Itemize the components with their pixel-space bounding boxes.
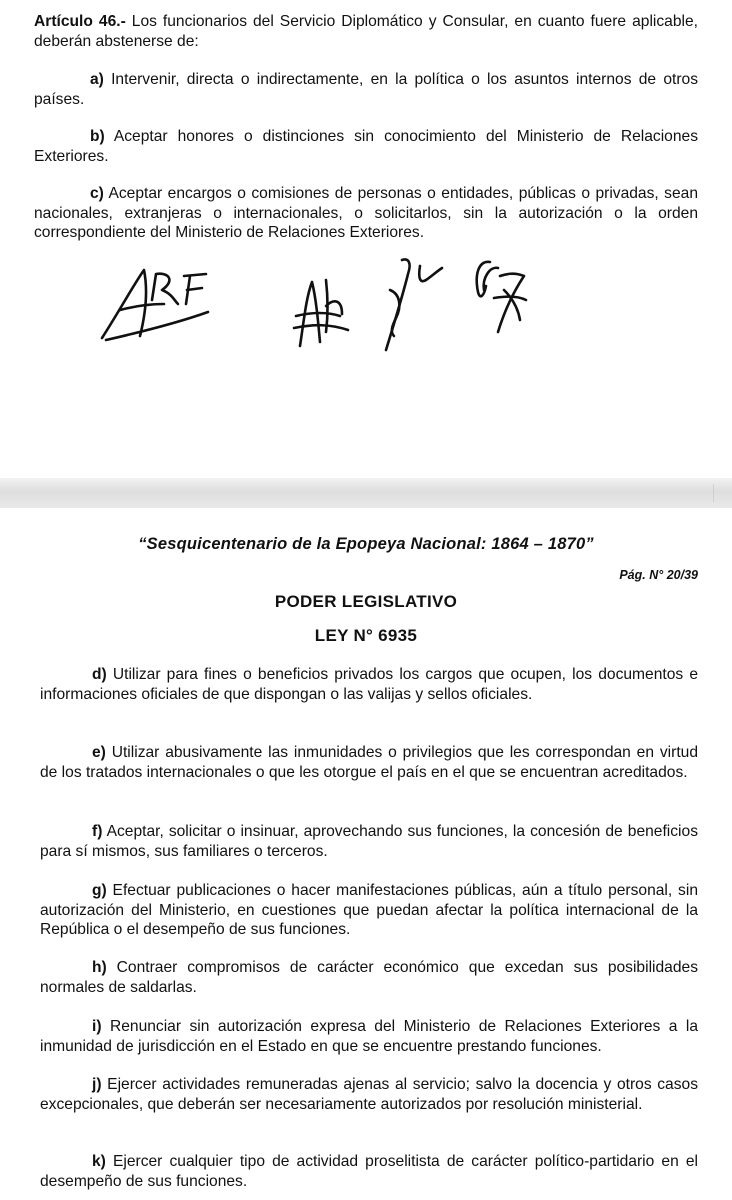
- item-f: [40, 822, 698, 861]
- item-h: [40, 958, 698, 997]
- item-k: [40, 1152, 698, 1191]
- institution-heading: PODER LEGISLATIVO: [274, 592, 458, 611]
- article-label: Artículo 46.-: [34, 13, 126, 30]
- item-letter: d): [92, 666, 107, 683]
- item-letter: f): [92, 823, 103, 840]
- handwritten-signatures: [90, 250, 650, 360]
- item-letter: a): [90, 71, 104, 88]
- item-g: [40, 881, 698, 940]
- item-letter: c): [90, 185, 104, 202]
- item-text: Aceptar encargos o comisiones de personas o entidades, públicas o privadas, sean nacionales, extranjeras o internacionales, o solicitarlos, sin la autorización o la orden correspondiente del Ministerio de Relaciones Exteriores.: [34, 185, 698, 241]
- item-j: [40, 1075, 698, 1114]
- item-i: [40, 1017, 698, 1056]
- item-letter: i): [92, 1018, 102, 1035]
- article-text: Los funcionarios del Servicio Diplomático y Consular, en cuanto fuere aplicable, deberán abstenerse de:: [34, 13, 698, 50]
- item-text: Utilizar para fines o beneficios privados los cargos que ocupen, los documentos e informaciones oficiales de que dispongan o las valijas y sellos oficiales.: [40, 666, 698, 703]
- page-separator: [0, 478, 732, 508]
- item-text: Renunciar sin autorización expresa del Ministerio de Relaciones Exteriores a la inmunidad de jurisdicción en el Estado en que se encuentre prestando funciones.: [40, 1018, 698, 1055]
- page-number: Pág. N° 20/39: [619, 568, 698, 582]
- signature-3: [386, 260, 442, 350]
- item-text: Ejercer actividades remuneradas ajenas al servicio; salvo la docencia y otros casos excepcionales, que deberán ser necesariamente autorizados por resolución ministerial.: [40, 1076, 698, 1113]
- item-e: [40, 743, 698, 782]
- item-text: Aceptar honores o distinciones sin conocimiento del Ministerio de Relaciones Exteriores.: [34, 128, 698, 165]
- commemorative-motto: “Sesquicentenario de la Epopeya Nacional: 1864 – 1870”: [138, 535, 594, 553]
- article-46-intro: [34, 12, 698, 51]
- item-a: [34, 70, 698, 109]
- item-text: Ejercer cualquier tipo de actividad proselitista de carácter político-partidario en el desempeño de sus funciones.: [40, 1153, 698, 1190]
- item-text: Utilizar abusivamente las inmunidades o privilegios que les correspondan en virtud de los tratados internacionales o que les otorgue el país en el que se encuentran acreditados.: [40, 744, 698, 781]
- signature-1: [102, 270, 208, 340]
- item-c: [34, 184, 698, 243]
- item-letter: e): [92, 744, 106, 761]
- signature-2: [294, 280, 348, 346]
- law-heading: LEY N° 6935: [314, 626, 418, 645]
- item-letter: k): [92, 1153, 106, 1170]
- item-text: Intervenir, directa o indirectamente, en la política o los asuntos internos de otros países.: [34, 71, 698, 108]
- document-page-top: [0, 0, 732, 478]
- item-letter: g): [92, 882, 107, 899]
- item-letter: h): [92, 959, 107, 976]
- signature-4: [477, 262, 526, 332]
- item-b: [34, 127, 698, 166]
- item-text: Aceptar, solicitar o insinuar, aprovechando sus funciones, la concesión de beneficios para sí mismos, sus familiares o terceros.: [40, 823, 698, 860]
- item-letter: b): [90, 128, 105, 145]
- item-d: [40, 665, 698, 704]
- item-text: Contraer compromisos de carácter económico que excedan sus posibilidades normales de saldarlas.: [40, 959, 698, 996]
- item-letter: j): [92, 1076, 102, 1093]
- item-text: Efectuar publicaciones o hacer manifestaciones públicas, aún a título personal, sin autorización del Ministerio, en cuestiones que puedan afectar la política internacional de la República o el desempeño de sus funciones.: [40, 882, 698, 938]
